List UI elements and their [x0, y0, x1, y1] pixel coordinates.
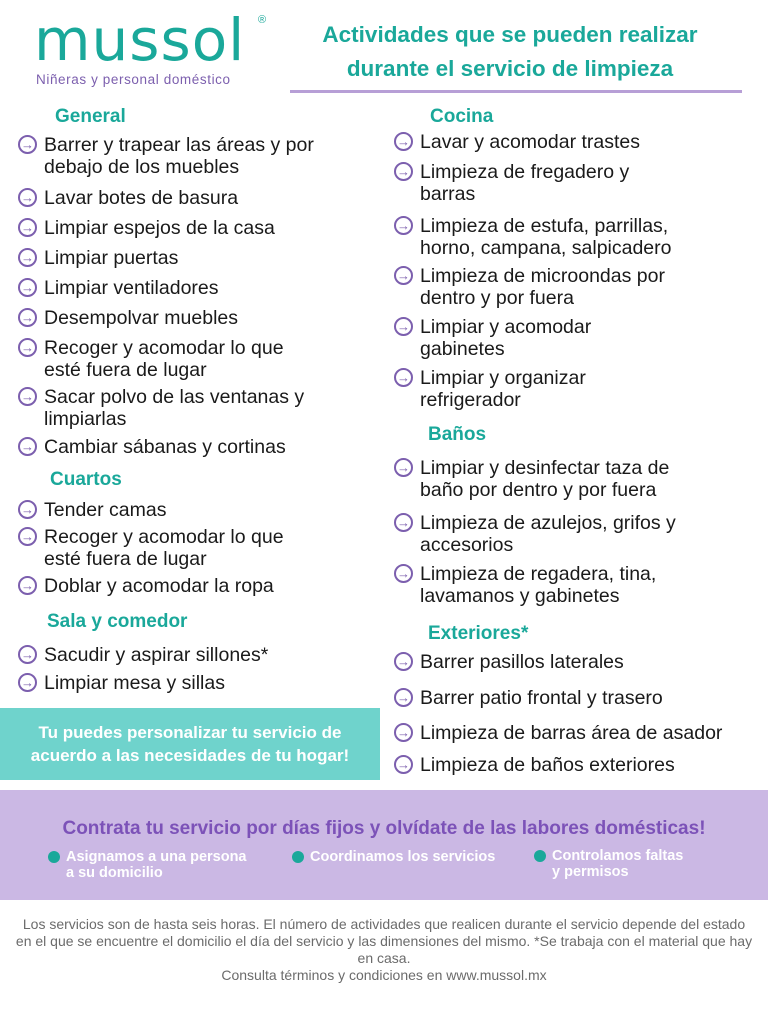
cta-title: Contrata tu servicio por días fijos y olvídate de las labores domésticas!: [62, 818, 706, 839]
checklist-item-label: Desempolvar muebles: [44, 307, 239, 329]
checklist-item-label: Limpiar y desinfectar taza de baño por dentro y por fuera: [420, 457, 670, 501]
checklist-item: [394, 316, 591, 360]
checklist-item: [18, 526, 284, 570]
checklist-item-label: Limpieza de barras área de asador: [420, 722, 723, 744]
checklist-item: [394, 687, 663, 709]
checklist-item-label: Limpiar espejos de la casa: [44, 217, 275, 239]
checklist-item: [394, 265, 665, 309]
bullet-dot-icon: [48, 851, 60, 863]
arrow-circle-icon: →: [394, 266, 413, 285]
arrow-circle-icon: →: [394, 723, 413, 742]
checklist-item-label: Barrer patio frontal y trasero: [420, 687, 663, 709]
checklist-item-label: Limpieza de fregadero y barras: [420, 161, 630, 205]
checklist-item: [18, 499, 166, 521]
checklist-item: [394, 131, 640, 153]
arrow-circle-icon: →: [394, 162, 413, 181]
arrow-circle-icon: →: [18, 500, 37, 519]
header-divider: [290, 90, 742, 93]
logo-wordmark: mussol: [34, 6, 246, 74]
arrow-circle-icon: →: [18, 338, 37, 357]
checklist-item-label: Limpieza de microondas por dentro y por fuera: [420, 265, 665, 309]
arrow-circle-icon: →: [394, 317, 413, 336]
arrow-circle-icon: →: [18, 135, 37, 154]
checklist-item: [394, 215, 672, 259]
section-title-exteriores: Exteriores*: [428, 623, 529, 644]
cta-bullet-text: Asignamos a una persona a su domicilio: [66, 849, 247, 881]
arrow-circle-icon: →: [18, 387, 37, 406]
checklist-item: [18, 386, 304, 430]
checklist-item: [18, 307, 238, 329]
arrow-circle-icon: →: [18, 248, 37, 267]
footer-terms-link[interactable]: Consulta términos y condiciones en www.mussol.mx: [221, 967, 547, 983]
bullet-dot-icon: [292, 851, 304, 863]
checklist-item: [394, 651, 624, 673]
cta-bullet-control: [534, 848, 683, 880]
promo-text: Tu puedes personalizar tu servicio de acuerdo a las necesidades de tu hogar!: [30, 723, 350, 765]
checklist-item-label: Lavar y acomodar trastes: [420, 131, 641, 153]
page-title: Actividades que se pueden realizar durante el servicio de limpieza: [322, 22, 698, 81]
registered-mark: ®: [258, 14, 267, 26]
section-title-sala: Sala y comedor: [47, 611, 188, 632]
checklist-item: [18, 575, 274, 597]
checklist-item-label: Lavar botes de basura: [44, 187, 239, 209]
arrow-circle-icon: →: [394, 132, 413, 151]
arrow-circle-icon: →: [18, 645, 37, 664]
cta-bullet-text: Controlamos faltas y permisos: [552, 848, 684, 880]
checklist-item-label: Limpiar mesa y sillas: [44, 672, 225, 694]
checklist-item: [18, 337, 284, 381]
arrow-circle-icon: →: [394, 652, 413, 671]
arrow-circle-icon: →: [394, 216, 413, 235]
section-title-general: General: [55, 106, 126, 127]
cta-bullet-coordinate: [292, 849, 495, 865]
checklist-item-label: Barrer pasillos laterales: [420, 651, 624, 673]
arrow-circle-icon: →: [394, 368, 413, 387]
checklist-item: [394, 367, 586, 411]
checklist-item: [18, 187, 238, 209]
checklist-item: [18, 277, 219, 299]
footer-text: Los servicios son de hasta seis horas. El número de actividades que realicen durante el servicio depende del estado en el que se encuentre el domicilio el día del servicio y las dimensiones del mismo. *Se trabaja con el material que hay en casa.: [15, 916, 753, 966]
checklist-item-label: Limpiar puertas: [44, 247, 179, 269]
cta-bullet-assign: [48, 849, 247, 881]
checklist-item-label: Recoger y acomodar lo que esté fuera de lugar: [44, 526, 284, 570]
checklist-item-label: Limpiar ventiladores: [44, 277, 219, 299]
checklist-item: [18, 134, 314, 178]
checklist-item: [394, 161, 629, 205]
checklist-item-label: Sacar polvo de las ventanas y limpiarlas: [44, 386, 305, 430]
checklist-item: [18, 672, 225, 694]
cta-band: [0, 790, 768, 900]
section-title-cuartos: Cuartos: [50, 469, 122, 490]
arrow-circle-icon: →: [394, 688, 413, 707]
checklist-item-label: Limpiar y organizar refrigerador: [420, 367, 586, 411]
arrow-circle-icon: →: [394, 755, 413, 774]
checklist-item: [18, 644, 268, 666]
checklist-item-label: Recoger y acomodar lo que esté fuera de lugar: [44, 337, 284, 381]
arrow-circle-icon: →: [18, 576, 37, 595]
checklist-item: [18, 436, 286, 458]
checklist-item: [394, 722, 722, 744]
cta-bullet-text: Coordinamos los servicios: [310, 849, 496, 865]
section-title-cocina: Cocina: [430, 106, 494, 127]
checklist-item-label: Limpiar y acomodar gabinetes: [420, 316, 592, 360]
section-title-banos: Baños: [428, 424, 487, 445]
checklist-item: [18, 217, 275, 239]
arrow-circle-icon: →: [394, 513, 413, 532]
arrow-circle-icon: →: [18, 188, 37, 207]
checklist-item-label: Barrer y trapear las áreas y por debajo de los muebles: [44, 134, 314, 178]
checklist-item: [394, 563, 656, 607]
bullet-dot-icon: [534, 850, 546, 862]
arrow-circle-icon: →: [18, 437, 37, 456]
arrow-circle-icon: →: [394, 564, 413, 583]
checklist-item-label: Doblar y acomodar la ropa: [44, 575, 274, 597]
checklist-item-label: Limpieza de regadera, tina, lavamanos y gabinetes: [420, 563, 657, 607]
checklist-item-label: Limpieza de azulejos, grifos y accesorios: [420, 512, 676, 556]
arrow-circle-icon: →: [18, 673, 37, 692]
footer-notes: [14, 916, 754, 984]
arrow-circle-icon: →: [18, 527, 37, 546]
checklist-item: [394, 754, 675, 776]
checklist-item: [394, 512, 676, 556]
checklist-item: [394, 457, 669, 501]
checklist-item-label: Tender camas: [44, 499, 167, 521]
checklist-item: [18, 247, 178, 269]
arrow-circle-icon: →: [18, 278, 37, 297]
logo-tagline: Niñeras y personal doméstico: [36, 72, 231, 87]
checklist-item-label: Limpieza de estufa, parrillas, horno, campana, salpicadero: [420, 215, 672, 259]
arrow-circle-icon: →: [18, 218, 37, 237]
arrow-circle-icon: →: [18, 308, 37, 327]
checklist-item-label: Sacudir y aspirar sillones*: [44, 644, 269, 666]
arrow-circle-icon: →: [394, 458, 413, 477]
checklist-item-label: Limpieza de baños exteriores: [420, 754, 675, 776]
checklist-item-label: Cambiar sábanas y cortinas: [44, 436, 286, 458]
